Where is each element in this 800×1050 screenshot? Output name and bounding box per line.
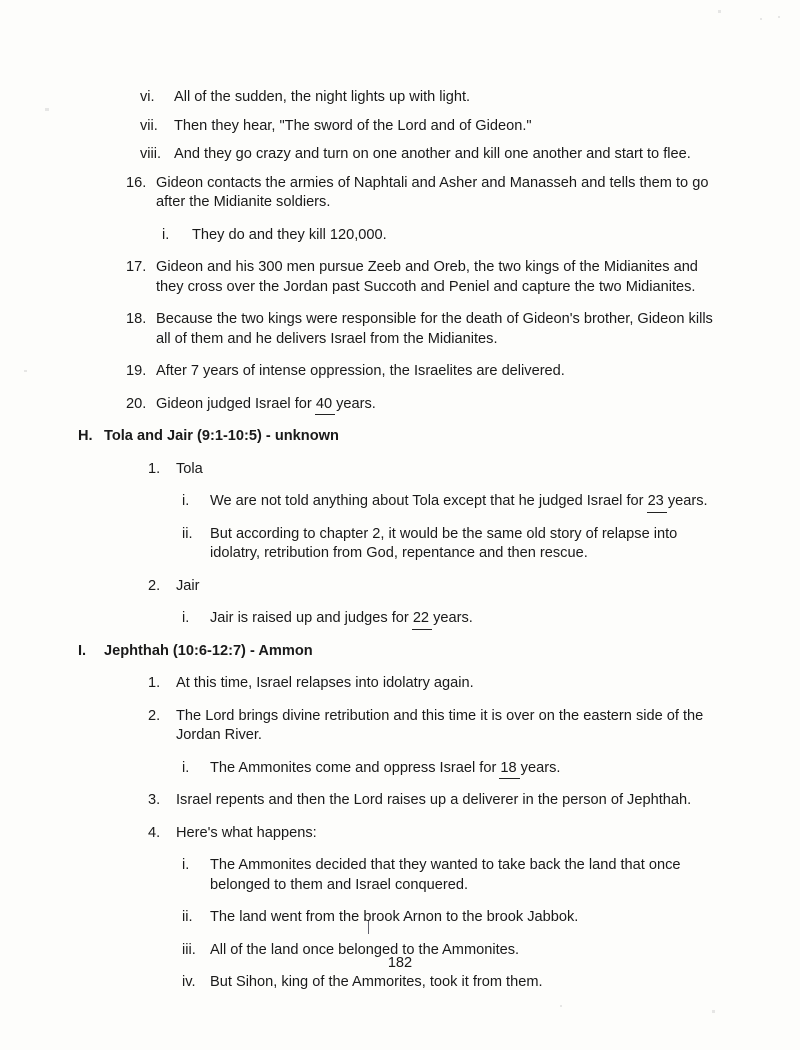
outline-marker: 1. [148,675,161,691]
outline-text-before: Jair is raised up and judges for [210,610,413,626]
outline-text: Gideon and his 300 men pursue Zeeb and Oreb, the two kings of the Midianites and they cross over the Jordan past Succoth and Peniel and capture the two Midianites. [156,259,698,295]
outline-marker: i. [182,759,190,776]
underlined-number: 22 [413,609,429,629]
outline-text: After 7 years of intense oppression, the Israelites are delivered. [156,363,565,379]
outline-marker: vii. [140,117,158,134]
outline-marker: viii. [140,146,162,162]
outline-marker: 2. [148,577,161,594]
outline-item [140,88,718,108]
outline-item [148,791,718,811]
outline-item [162,226,718,246]
outline-item [148,824,718,844]
outline-marker: 3. [148,792,161,808]
scan-artifact [718,10,721,13]
outline-item [140,145,718,165]
outline-item [182,973,718,993]
outline-item [148,460,718,480]
outline-marker: i. [182,493,190,509]
outline-text: The Lord brings divine retribution and this time it is over on the eastern side of the Jordan River. [176,707,704,743]
outline-marker: 18. [126,311,147,327]
outline-text [210,492,718,512]
outline-marker: ii. [182,909,193,925]
outline-text-before: Gideon judged Israel for [156,395,316,412]
outline-marker: 19. [126,363,147,379]
outline-text: And they go crazy and turn on one another and kill one another and start to flee. [174,146,691,162]
outline-text [156,395,718,415]
underlined-number: 23 [648,492,664,512]
outline-text: But according to chapter 2, it would be the same old story of relapse into idolatry, retribution from God, repentance and then rescue. [210,525,678,561]
outline-item [78,427,718,447]
underlined-number: 18 [500,759,516,779]
outline-marker: 4. [148,824,161,841]
outline-marker: iv. [182,974,196,990]
outline-text-after: years. [516,759,561,776]
outline-item [126,258,718,297]
outline-item [182,492,718,512]
outline-item [126,395,718,415]
outline-marker: 17. [126,259,147,275]
outline-text [210,609,718,629]
outline-item [182,908,718,928]
outline-item [126,362,718,382]
outline-marker: i. [182,610,190,626]
outline-item [148,674,718,694]
outline-text: The Ammonites decided that they wanted to take back the land that once belonged to them and Israel conquered. [210,857,681,893]
underlined-number: 40 [316,395,332,415]
outline-item [182,609,718,629]
outline-marker: 16. [126,174,147,191]
outline-item [140,117,718,137]
outline-text: Gideon contacts the armies of Naphtali and Asher and Manasseh and tells them to go after the Midianite soldiers. [156,174,709,210]
outline-marker: i. [182,857,190,873]
outline-marker: vi. [140,89,155,105]
outline-text: They do and they kill 120,000. [192,226,387,243]
outline-text [210,759,718,779]
outline-marker: ii. [182,525,193,542]
outline-marker: iii. [182,941,196,958]
outline-item [148,577,718,597]
scan-artifact [45,108,49,111]
outline-text: Tola and Jair (9:1-10:5) - unknown [104,428,339,444]
outline-item [148,707,718,746]
outline-text: At this time, Israel relapses into idolatry again. [176,675,474,691]
scan-artifact [778,16,780,18]
scan-artifact [24,370,27,372]
outline-text-after: years. [429,610,473,626]
outline-marker: H. [78,428,93,444]
page-number: 182 [387,955,413,971]
outline-text: All of the land once belonged to the Ammonites. [210,941,520,958]
outline-text-before: We are not told anything about Tola except that he judged Israel for [210,493,648,509]
outline-marker: 2. [148,707,161,724]
outline-text: Jephthah (10:6-12:7) - Ammon [104,642,313,659]
outline-item [182,759,718,779]
outline-text: The land went from the brook Arnon to the brook Jabbok. [210,909,579,925]
outline-text: Tola [176,460,203,477]
outline-marker: I. [78,642,87,659]
outline-text: Because the two kings were responsible for the death of Gideon's brother, Gideon kills all of them and he delivers Israel from the Midianites. [156,311,713,347]
outline-text-after: years. [332,395,376,412]
outline-item [78,642,718,662]
outline-text: Here's what happens: [176,824,317,841]
outline-item [182,525,718,564]
outline-text: But Sihon, king of the Ammorites, took it from them. [210,974,543,990]
outline-marker: i. [162,226,170,243]
outline-item [182,856,718,895]
scan-artifact [712,1010,715,1013]
outline-text: All of the sudden, the night lights up with light. [174,89,471,105]
outline-text: Then they hear, "The sword of the Lord and of Gideon." [174,117,532,134]
document-body [78,88,718,1006]
outline-text-after: years. [663,493,708,509]
scan-artifact [760,18,762,20]
outline-marker: 1. [148,460,161,477]
outline-item [126,174,718,213]
outline-text-before: The Ammonites come and oppress Israel for [210,759,501,776]
outline-marker: 20. [126,395,147,412]
outline-text: Israel repents and then the Lord raises up a deliverer in the person of Jephthah. [176,792,692,808]
outline-text: Jair [176,577,200,594]
outline-item [126,310,718,349]
